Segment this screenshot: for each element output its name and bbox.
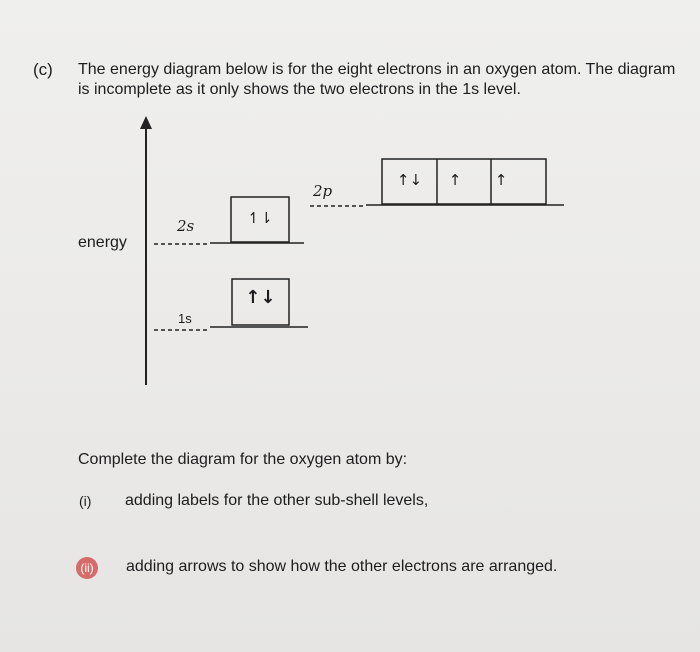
orbital-2p-1-arrows: ↑↓ (396, 171, 423, 189)
instruction-lead: Complete the diagram for the oxygen atom by: (78, 451, 408, 468)
level-2s-label: 2s (177, 217, 195, 235)
instruction-marker-i: (i) (79, 493, 92, 509)
energy-axis-label: energy (78, 234, 127, 251)
instruction-marker-ii: (ii) (76, 557, 98, 579)
instruction-item-ii: adding arrows to show how the other electrons are arranged. (126, 558, 558, 575)
orbital-2s-arrows: ↿⇂ (247, 209, 273, 227)
orbital-2p-2-arrows: ↑ (448, 171, 462, 189)
question-intro-text: The energy diagram below is for the eight electrons in an oxygen atom. The diagram is incomplete as it only shows the two electrons in the 1s level. (78, 61, 676, 98)
orbital-1s-arrows: ↑↓ (245, 287, 276, 308)
level-2p-label: 2p (313, 182, 333, 200)
energy-axis-arrowhead (140, 116, 152, 129)
question-part-label: (c) (33, 60, 53, 79)
instruction-item-i: adding labels for the other sub-shell levels, (125, 492, 429, 509)
orbital-2p-3-arrows: ↑ (494, 171, 508, 189)
level-1s-label: 1s (178, 311, 192, 326)
